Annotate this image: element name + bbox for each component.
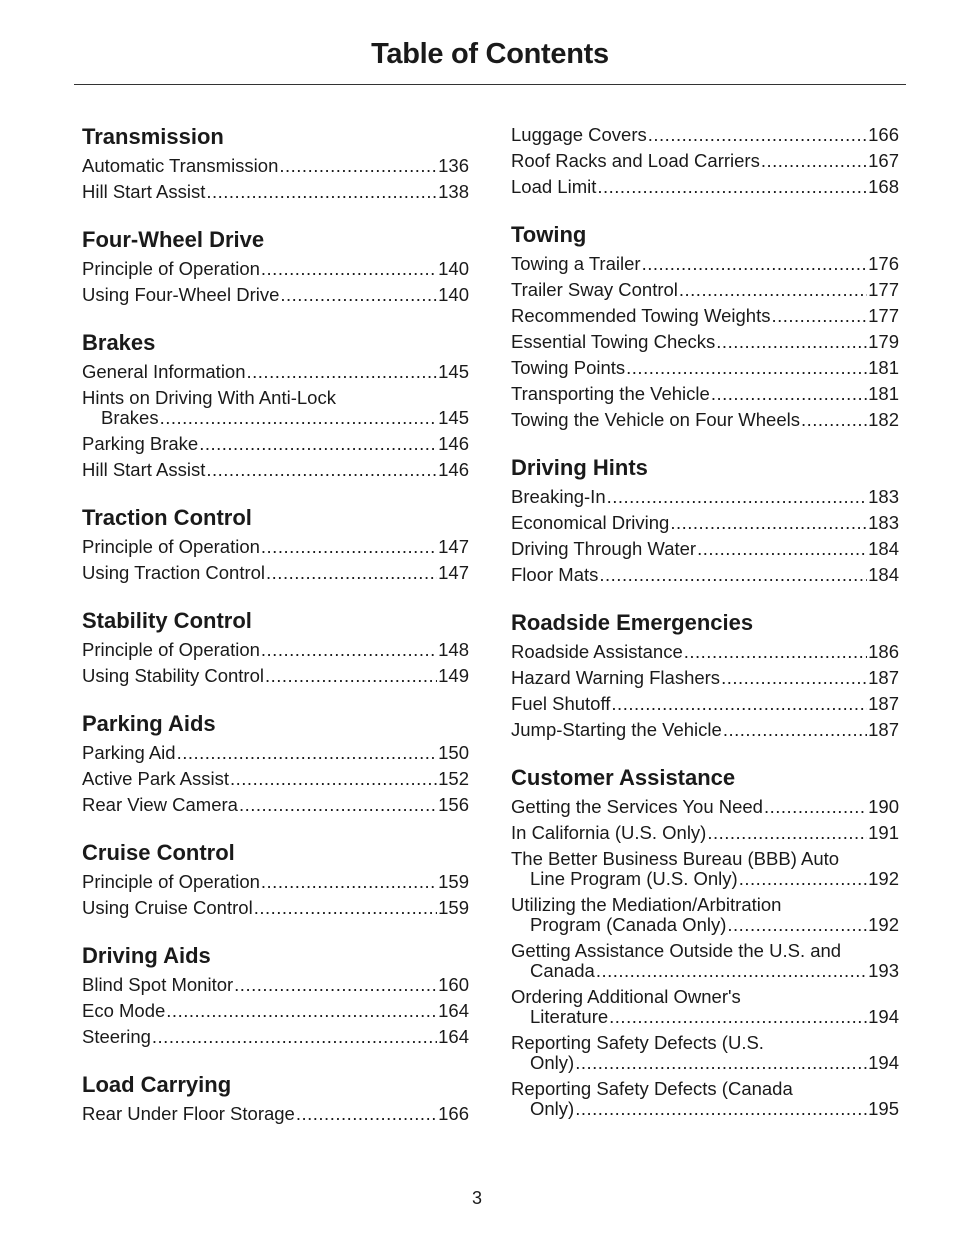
- entry-label: Trailer Sway Control: [511, 279, 678, 300]
- dot-leader: [296, 1101, 437, 1127]
- entry-page-number: 146: [438, 433, 469, 454]
- entry-page-number: 187: [868, 719, 899, 740]
- dot-leader: [280, 282, 437, 308]
- toc-entry[interactable]: [511, 303, 899, 329]
- section-heading: Load Carrying: [82, 1072, 232, 1097]
- page-number: 3: [471, 1188, 482, 1208]
- entry-label: Parking Brake: [82, 433, 199, 454]
- entry-label: Roadside Assistance: [511, 641, 683, 662]
- entry-label: Luggage Covers: [511, 124, 647, 145]
- entry-label: Using Traction Control: [82, 562, 266, 583]
- entry-page-number: 181: [868, 357, 899, 378]
- entry-label-line1: Reporting Safety Defects (U.S.: [511, 1032, 764, 1053]
- toc-entry[interactable]: [511, 174, 899, 200]
- entry-label-line2: Program (Canada Only): [530, 914, 727, 935]
- section-heading: Stability Control: [82, 608, 252, 633]
- dot-leader: [177, 740, 438, 766]
- toc-entry[interactable]: [82, 1024, 469, 1050]
- entry-label-line1: Hints on Driving With Anti-Lock: [82, 387, 336, 408]
- toc-entry[interactable]: [511, 355, 899, 381]
- entry-page-number: 195: [868, 1098, 899, 1119]
- toc-entry[interactable]: [82, 663, 469, 689]
- entry-label: Jump-Starting the Vehicle: [511, 719, 722, 740]
- toc-entry[interactable]: [82, 766, 469, 792]
- toc-entry[interactable]: [511, 381, 899, 407]
- entry-page-number: 186: [868, 641, 899, 662]
- toc-entry[interactable]: [82, 792, 469, 818]
- dot-leader: [716, 329, 867, 355]
- entry-page-number: 194: [868, 1052, 899, 1073]
- entry-label: Rear View Camera: [82, 794, 238, 815]
- entry-label: General Information: [82, 361, 246, 382]
- toc-entry[interactable]: [511, 938, 899, 984]
- entry-page-number: 166: [438, 1103, 469, 1124]
- toc-entry[interactable]: [511, 562, 899, 588]
- toc-entry[interactable]: [82, 637, 469, 663]
- toc-entry[interactable]: [82, 869, 469, 895]
- entry-label-line2: Literature: [530, 1006, 609, 1027]
- toc-entry[interactable]: [82, 385, 469, 431]
- dot-leader: [206, 457, 437, 483]
- dot-leader: [279, 153, 437, 179]
- dot-leader: [764, 794, 867, 820]
- section-cruise-control: [82, 838, 469, 921]
- entry-page-number: 147: [438, 562, 469, 583]
- section-driving-aids: [82, 941, 469, 1050]
- entry-label: Principle of Operation: [82, 536, 260, 557]
- dot-leader: [166, 998, 437, 1024]
- entry-label: Getting the Services You Need: [511, 796, 763, 817]
- entry-label: Breaking-In: [511, 486, 606, 507]
- dot-leader: [199, 431, 437, 457]
- section-heading: Brakes: [82, 330, 156, 355]
- entry-label: Towing a Trailer: [511, 253, 641, 274]
- entry-page-number: 181: [868, 383, 899, 404]
- dot-leader: [247, 359, 438, 385]
- section-load-carrying: [82, 1070, 469, 1127]
- entry-label-line2-row: [511, 1007, 899, 1027]
- dot-leader: [679, 277, 867, 303]
- entry-page-number: 150: [438, 742, 469, 763]
- entry-page-number: 187: [868, 667, 899, 688]
- entry-label: Using Cruise Control: [82, 897, 253, 918]
- toc-entry[interactable]: [511, 846, 899, 892]
- entry-page-number: 184: [868, 538, 899, 559]
- entry-label: Principle of Operation: [82, 258, 260, 279]
- dot-leader: [160, 408, 438, 428]
- entry-label: In California (U.S. Only): [511, 822, 707, 843]
- toc-entry[interactable]: [511, 691, 899, 717]
- section-stability-control: [82, 606, 469, 689]
- dot-leader: [801, 407, 867, 433]
- entry-label: Hazard Warning Flashers: [511, 667, 721, 688]
- entry-page-number: 149: [438, 665, 469, 686]
- section-heading: Driving Aids: [82, 943, 211, 968]
- dot-leader: [739, 869, 867, 889]
- entry-label-line1: Getting Assistance Outside the U.S. and: [511, 940, 842, 961]
- entry-label: Eco Mode: [82, 1000, 166, 1021]
- dot-leader: [670, 510, 867, 536]
- dot-leader: [642, 251, 868, 277]
- entry-page-number: 145: [438, 407, 469, 428]
- entry-label-line1: Ordering Additional Owner's: [511, 986, 741, 1007]
- dot-leader: [596, 961, 867, 981]
- section-continued: [511, 122, 899, 200]
- toc-entry[interactable]: [82, 256, 469, 282]
- entry-label: Recommended Towing Weights: [511, 305, 771, 326]
- dot-leader: [727, 915, 867, 935]
- entry-page-number: 136: [438, 155, 469, 176]
- entry-page-number: 192: [868, 914, 899, 935]
- toc-entry[interactable]: [511, 717, 899, 743]
- section-transmission: [82, 122, 469, 205]
- entry-label-line2: Brakes: [101, 407, 159, 428]
- entry-page-number: 192: [868, 868, 899, 889]
- toc-entry[interactable]: [82, 895, 469, 921]
- section-heading: Roadside Emergencies: [511, 610, 754, 635]
- entry-label-line2-row: [511, 1099, 899, 1119]
- entry-label: Using Four-Wheel Drive: [82, 284, 280, 305]
- toc-entry[interactable]: [511, 639, 899, 665]
- section-four-wheel-drive: [82, 225, 469, 308]
- dot-leader: [771, 303, 867, 329]
- dot-leader: [607, 484, 868, 510]
- entry-label-line2: Canada: [530, 960, 595, 981]
- dot-leader: [234, 972, 437, 998]
- toc-entry[interactable]: [82, 359, 469, 385]
- toc-entry[interactable]: [82, 534, 469, 560]
- entry-page-number: 182: [868, 409, 899, 430]
- entry-page-number: 176: [868, 253, 899, 274]
- toc-entry[interactable]: [511, 536, 899, 562]
- entry-page-number: 191: [868, 822, 899, 843]
- entry-label-line2-row: [511, 915, 899, 935]
- toc-entry[interactable]: [511, 148, 899, 174]
- toc-entry[interactable]: [511, 122, 899, 148]
- section-heading: Transmission: [82, 124, 224, 149]
- entry-page-number: 179: [868, 331, 899, 352]
- entry-label-line2: Only): [530, 1052, 575, 1073]
- page-title: Table of Contents: [371, 38, 609, 70]
- entry-label: Rear Under Floor Storage: [82, 1103, 295, 1124]
- entry-page-number: 145: [438, 361, 469, 382]
- entry-label-line1: Reporting Safety Defects (Canada: [511, 1078, 793, 1099]
- section-heading: Four-Wheel Drive: [82, 227, 265, 252]
- dot-leader: [684, 639, 867, 665]
- dot-leader: [611, 691, 867, 717]
- section-heading: Cruise Control: [82, 840, 235, 865]
- entry-label-line2: Line Program (U.S. Only): [530, 868, 738, 889]
- section-heading: Traction Control: [82, 505, 252, 530]
- dot-leader: [648, 122, 867, 148]
- entry-page-number: 193: [868, 960, 899, 981]
- dot-leader: [266, 560, 437, 586]
- entry-page-number: 148: [438, 639, 469, 660]
- section-heading: Towing: [511, 222, 587, 247]
- entry-label: Towing the Vehicle on Four Wheels: [511, 409, 800, 430]
- toc-entry[interactable]: [511, 892, 899, 938]
- entry-page-number: 147: [438, 536, 469, 557]
- dot-leader: [254, 895, 437, 921]
- toc-entry[interactable]: [82, 998, 469, 1024]
- toc-entry[interactable]: [511, 820, 899, 846]
- entry-label-line2-row: [511, 961, 899, 981]
- entry-label: Economical Driving: [511, 512, 670, 533]
- left-column: [82, 122, 469, 1147]
- dot-leader: [261, 256, 437, 282]
- entry-page-number: 140: [438, 258, 469, 279]
- toc-entry[interactable]: [511, 277, 899, 303]
- entry-page-number: 187: [868, 693, 899, 714]
- entry-page-number: 167: [868, 150, 899, 171]
- entry-page-number: 138: [438, 181, 469, 202]
- section-heading: Customer Assistance: [511, 765, 736, 790]
- section-traction-control: [82, 503, 469, 586]
- right-column: [511, 122, 899, 1142]
- toc-entry[interactable]: [82, 1101, 469, 1127]
- dot-leader: [761, 148, 867, 174]
- entry-label: Automatic Transmission: [82, 155, 279, 176]
- dot-leader: [723, 717, 867, 743]
- entry-label: Load Limit: [511, 176, 597, 197]
- section-towing: [511, 220, 899, 433]
- entry-label: Principle of Operation: [82, 639, 260, 660]
- dot-leader: [206, 179, 437, 205]
- toc-entry[interactable]: [82, 457, 469, 483]
- dot-leader: [626, 355, 867, 381]
- entry-label: Driving Through Water: [511, 538, 697, 559]
- toc-entry[interactable]: [82, 972, 469, 998]
- entry-page-number: 159: [438, 871, 469, 892]
- entry-label-line1: Utilizing the Mediation/Arbitration: [511, 894, 782, 915]
- dot-leader: [261, 869, 437, 895]
- entry-page-number: 160: [438, 974, 469, 995]
- dot-leader: [721, 665, 867, 691]
- entry-label-line1: The Better Business Bureau (BBB) Auto: [511, 848, 840, 869]
- dot-leader: [261, 534, 437, 560]
- dot-leader: [152, 1024, 437, 1050]
- entry-page-number: 177: [868, 305, 899, 326]
- toc-entry[interactable]: [511, 329, 899, 355]
- toc-entry[interactable]: [511, 1030, 899, 1076]
- entry-label-line2-row: [82, 408, 469, 428]
- entry-page-number: 152: [438, 768, 469, 789]
- section-customer-assistance: [511, 763, 899, 1122]
- entry-label: Essential Towing Checks: [511, 331, 716, 352]
- dot-leader: [261, 637, 437, 663]
- entry-page-number: 177: [868, 279, 899, 300]
- entry-page-number: 166: [868, 124, 899, 145]
- entry-label: Fuel Shutoff: [511, 693, 611, 714]
- entry-label: Using Stability Control: [82, 665, 264, 686]
- entry-label-line2: Only): [530, 1098, 575, 1119]
- dot-leader: [239, 792, 437, 818]
- entry-page-number: 159: [438, 897, 469, 918]
- entry-label-line2-row: [511, 869, 899, 889]
- entry-page-number: 156: [438, 794, 469, 815]
- entry-label: Blind Spot Monitor: [82, 974, 234, 995]
- dot-leader: [599, 562, 867, 588]
- toc-entry[interactable]: [511, 407, 899, 433]
- entry-page-number: 184: [868, 564, 899, 585]
- dot-leader: [230, 766, 437, 792]
- section-heading: Parking Aids: [82, 711, 216, 736]
- entry-page-number: 164: [438, 1026, 469, 1047]
- dot-leader: [609, 1007, 867, 1027]
- toc-entry[interactable]: [511, 484, 899, 510]
- section-heading: Driving Hints: [511, 455, 648, 480]
- dot-leader: [707, 820, 867, 846]
- dot-leader: [697, 536, 867, 562]
- dot-leader: [265, 663, 437, 689]
- toc-entry[interactable]: [82, 740, 469, 766]
- entry-label: Roof Racks and Load Carriers: [511, 150, 760, 171]
- toc-entry[interactable]: [82, 560, 469, 586]
- entry-label: Parking Aid: [82, 742, 176, 763]
- entry-label-line2-row: [511, 1053, 899, 1073]
- toc-entry[interactable]: [82, 153, 469, 179]
- toc-entry[interactable]: [511, 794, 899, 820]
- entry-label: Transporting the Vehicle: [511, 383, 710, 404]
- section-parking-aids: [82, 709, 469, 818]
- toc-entry[interactable]: [82, 431, 469, 457]
- entry-label: Principle of Operation: [82, 871, 260, 892]
- entry-label: Steering: [82, 1026, 151, 1047]
- dot-leader: [597, 174, 867, 200]
- toc-entry[interactable]: [511, 510, 899, 536]
- toc-entry[interactable]: [511, 1076, 899, 1122]
- section-roadside-emergencies: [511, 608, 899, 743]
- entry-page-number: 168: [868, 176, 899, 197]
- dot-leader: [575, 1099, 867, 1119]
- toc-entry[interactable]: [511, 984, 899, 1030]
- entry-label: Hill Start Assist: [82, 459, 206, 480]
- title-divider: [74, 84, 906, 85]
- entry-page-number: 146: [438, 459, 469, 480]
- entry-page-number: 183: [868, 486, 899, 507]
- toc-entry[interactable]: [82, 282, 469, 308]
- entry-label: Active Park Assist: [82, 768, 230, 789]
- entry-page-number: 183: [868, 512, 899, 533]
- section-driving-hints: [511, 453, 899, 588]
- entry-label: Hill Start Assist: [82, 181, 206, 202]
- dot-leader: [711, 381, 867, 407]
- entry-page-number: 140: [438, 284, 469, 305]
- section-brakes: [82, 328, 469, 483]
- entry-page-number: 190: [868, 796, 899, 817]
- entry-page-number: 194: [868, 1006, 899, 1027]
- entry-label: Floor Mats: [511, 564, 599, 585]
- entry-page-number: 164: [438, 1000, 469, 1021]
- dot-leader: [575, 1053, 867, 1073]
- toc-entry[interactable]: [511, 251, 899, 277]
- toc-entry[interactable]: [82, 179, 469, 205]
- entry-label: Towing Points: [511, 357, 626, 378]
- toc-entry[interactable]: [511, 665, 899, 691]
